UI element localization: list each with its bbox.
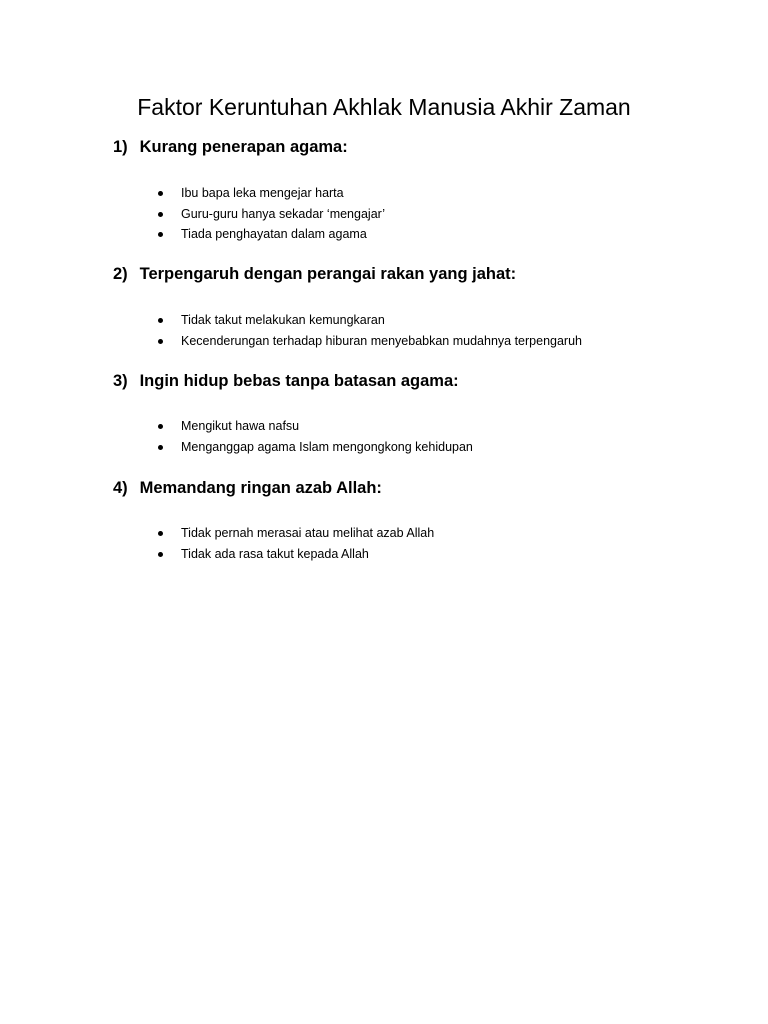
list-item-text: Mengikut hawa nafsu <box>181 419 300 433</box>
section-3-title: Ingin hidup bebas tanpa batasan agama: <box>139 372 459 390</box>
section-1-title: Kurang penerapan agama: <box>139 138 348 156</box>
section-2 <box>113 263 733 348</box>
section-3 <box>113 370 733 454</box>
document-title: Faktor Keruntuhan Akhlak Manusia Akhir Zaman <box>137 94 631 120</box>
list-item <box>158 224 385 245</box>
section-4-title: Memandang ringan azab Allah: <box>139 479 382 497</box>
section-1 <box>113 136 733 241</box>
section-1-list <box>158 183 385 245</box>
bullet-icon <box>158 552 163 557</box>
bullet-icon <box>158 212 163 217</box>
list-item-text: Tidak ada rasa takut kepada Allah <box>181 546 369 561</box>
section-3-number: 3) <box>113 372 128 390</box>
bullet-icon <box>158 531 163 536</box>
section-2-number: 2) <box>113 265 128 283</box>
list-item <box>158 416 473 437</box>
section-4 <box>113 477 733 561</box>
list-item <box>158 183 385 204</box>
section-1-number: 1) <box>113 138 128 156</box>
section-4-heading <box>113 477 733 499</box>
list-item-text: Kecenderungan terhadap hiburan menyebabkan mudahnya terpengaruh <box>181 333 582 348</box>
section-2-title: Terpengaruh dengan perangai rakan yang jahat: <box>139 265 517 283</box>
list-item-text: Tidak takut melakukan kemungkaran <box>181 313 385 327</box>
section-4-list <box>158 523 434 564</box>
list-item <box>158 544 434 565</box>
bullet-icon <box>158 445 163 450</box>
list-item <box>158 331 582 352</box>
bullet-icon <box>158 191 163 196</box>
list-item-text: Ibu bapa leka mengejar harta <box>181 186 344 200</box>
bullet-icon <box>158 232 163 237</box>
section-3-list <box>158 416 473 457</box>
list-item-text: Menganggap agama Islam mengongkong kehidupan <box>181 439 473 454</box>
list-item-text: Tiada penghayatan dalam agama <box>181 227 367 241</box>
section-4-number: 4) <box>113 479 128 497</box>
list-item-text: Guru-guru hanya sekadar ‘mengajar’ <box>181 206 386 221</box>
list-item <box>158 437 473 458</box>
list-item-text: Tidak pernah merasai atau melihat azab Allah <box>181 526 435 540</box>
section-2-heading <box>113 263 733 285</box>
bullet-icon <box>158 339 163 344</box>
list-item <box>158 310 582 331</box>
bullet-icon <box>158 424 163 429</box>
list-item <box>158 204 385 225</box>
section-2-list <box>158 310 582 351</box>
list-item <box>158 523 434 544</box>
section-1-heading <box>113 136 733 158</box>
section-3-heading <box>113 370 733 392</box>
bullet-icon <box>158 318 163 323</box>
